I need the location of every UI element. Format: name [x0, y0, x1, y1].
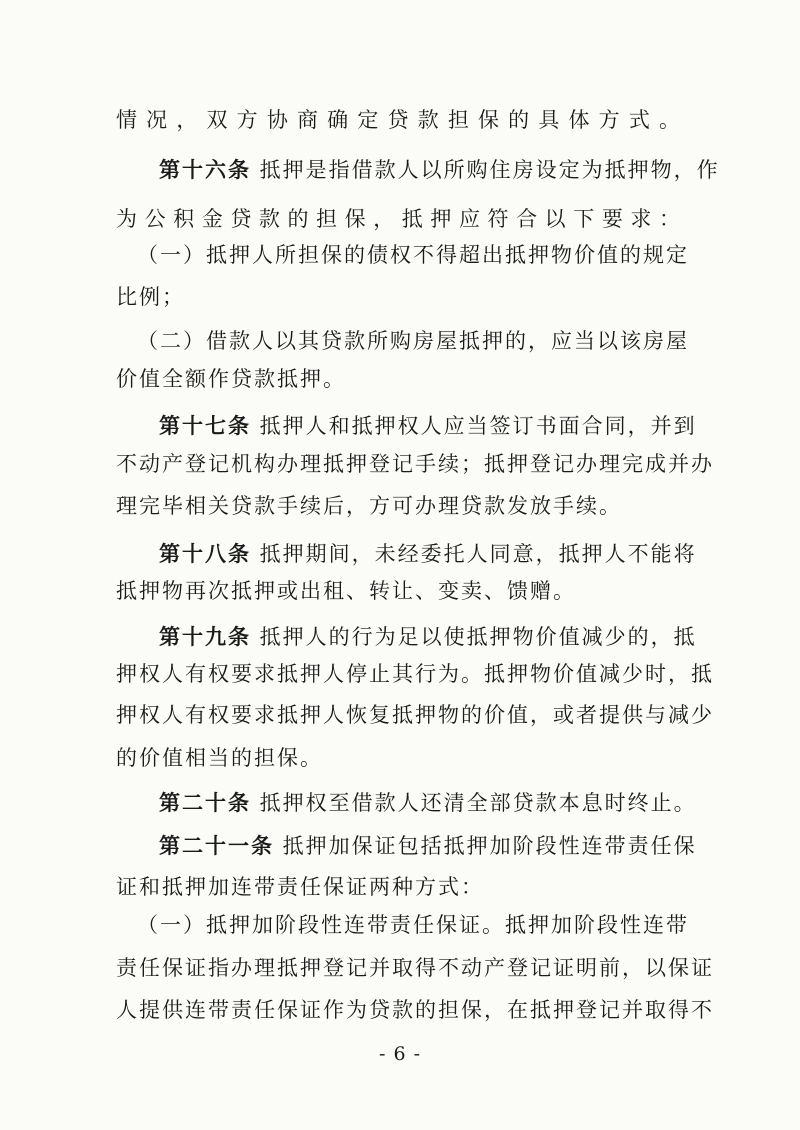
- line-text: （二）借款人以其贷款所购房屋抵押的，应当以该房屋: [137, 329, 689, 353]
- article-number: 第十九条: [159, 624, 251, 649]
- body-line: [116, 745, 323, 771]
- body-line: [116, 206, 682, 232]
- line-text: 抵押人的行为足以使抵押物价值减少的，抵: [251, 625, 697, 649]
- line-text: （一）抵押加阶段性连带责任保证。抵押加阶段性连带: [137, 913, 689, 937]
- body-line: [116, 661, 714, 687]
- body-line: [116, 955, 714, 981]
- article-heading-line: [159, 413, 697, 439]
- line-text: 价值全额作贷款抵押。: [116, 367, 346, 391]
- line-text: 押权人有权要求抵押人恢复抵押物的价值，或者提供与减少: [116, 703, 714, 727]
- body-line: [137, 328, 689, 354]
- line-text: 为公积金贷款的担保，抵押应符合以下要求：: [116, 207, 682, 231]
- line-text: 人提供连带责任保证作为贷款的担保，在抵押登记并取得不: [116, 998, 714, 1022]
- page-number: - 6 -: [378, 1043, 421, 1065]
- line-text: 抵押权至借款人还清全部贷款本息时终止。: [251, 791, 697, 815]
- body-line: [116, 874, 484, 900]
- line-text: 抵押期间，未经委托人同意，抵押人不能将: [251, 542, 697, 566]
- line-text: （一）抵押人所担保的债权不得超出抵押物价值的规定: [137, 243, 689, 267]
- body-line: [116, 284, 185, 310]
- line-text: 抵押是指借款人以所购住房设定为抵押物，作: [251, 158, 720, 182]
- article-heading-line: [159, 157, 720, 183]
- line-text: 比例；: [116, 285, 185, 309]
- article-heading-line: [159, 790, 697, 816]
- article-heading-line: [159, 541, 697, 567]
- line-text: 不动产登记机构办理抵押登记手续；抵押登记办理完成并办: [116, 452, 714, 476]
- line-text: 理完毕相关贷款手续后，方可办理贷款发放手续。: [116, 494, 622, 518]
- line-text: 证和抵押加连带责任保证两种方式：: [116, 875, 484, 899]
- body-line: [116, 997, 714, 1023]
- article-number: 第二十一条: [159, 833, 274, 858]
- article-number: 第十六条: [159, 157, 251, 182]
- line-text: 情况，双方协商确定贷款担保的具体方式。: [116, 108, 682, 132]
- body-line: [116, 451, 714, 477]
- line-text: 抵押物再次抵押或出租、转让、变卖、馈赠。: [116, 579, 576, 603]
- article-heading-line: [159, 624, 697, 650]
- body-line: [137, 242, 689, 268]
- line-text: 押权人有权要求抵押人停止其行为。抵押物价值减少时，抵: [116, 662, 714, 686]
- body-line: [116, 702, 714, 728]
- body-line: [137, 912, 689, 938]
- article-number: 第十八条: [159, 541, 251, 566]
- line-text: 的价值相当的担保。: [116, 746, 323, 770]
- body-line: [116, 578, 576, 604]
- line-text: 抵押加保证包括抵押加阶段性连带责任保: [274, 834, 697, 858]
- article-number: 第十七条: [159, 413, 251, 438]
- article-number: 第二十条: [159, 790, 251, 815]
- article-heading-line: [159, 833, 697, 859]
- line-text: 责任保证指办理抵押登记并取得不动产登记证明前，以保证: [116, 956, 714, 980]
- body-line: [116, 366, 346, 392]
- line-text: 抵押人和抵押权人应当签订书面合同，并到: [251, 414, 697, 438]
- body-line: [116, 107, 682, 133]
- body-line: [116, 493, 622, 519]
